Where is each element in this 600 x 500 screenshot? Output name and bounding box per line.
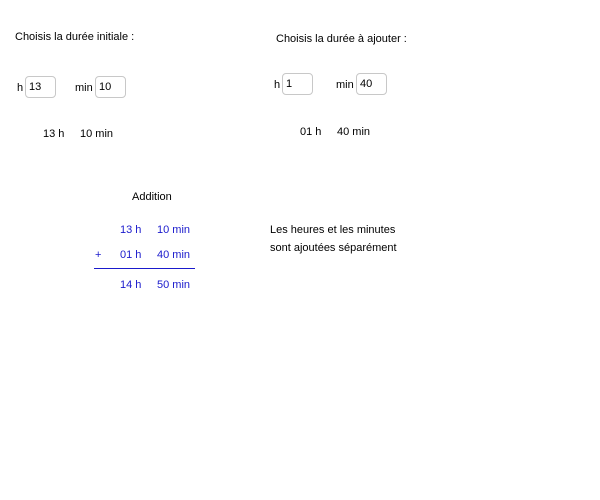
- addition-row1-hours: 13 h: [120, 224, 142, 236]
- initial-hours-input[interactable]: [25, 76, 56, 98]
- initial-duration-heading: Choisis la durée initiale :: [15, 31, 135, 43]
- add-minutes-display: 40 min: [337, 126, 371, 138]
- addition-title: Addition: [132, 191, 172, 203]
- add-minutes-input[interactable]: [356, 73, 387, 95]
- addition-row1-minutes: 10 min: [157, 224, 191, 236]
- add-hours-input[interactable]: [282, 73, 313, 95]
- addition-result-minutes: 50 min: [157, 279, 191, 291]
- add-duration-heading: Choisis la durée à ajouter :: [276, 33, 407, 45]
- addition-result-hours: 14 h: [120, 279, 142, 291]
- initial-hours-label: h: [17, 82, 24, 94]
- initial-minutes-label: min: [75, 82, 93, 94]
- initial-minutes-display: 10 min: [80, 128, 114, 140]
- addition-sum-line: [94, 268, 195, 269]
- addition-row2-hours: 01 h: [120, 249, 142, 261]
- initial-minutes-input[interactable]: [95, 76, 126, 98]
- add-minutes-label: min: [336, 79, 354, 91]
- addition-row2-minutes: 40 min: [157, 249, 191, 261]
- add-hours-label: h: [274, 79, 281, 91]
- initial-hours-display: 13 h: [43, 128, 65, 140]
- explanation-line1: Les heures et les minutes: [270, 224, 396, 236]
- addition-operator: +: [95, 249, 102, 261]
- explanation-line2: sont ajoutées séparément: [270, 242, 397, 254]
- add-hours-display: 01 h: [300, 126, 322, 138]
